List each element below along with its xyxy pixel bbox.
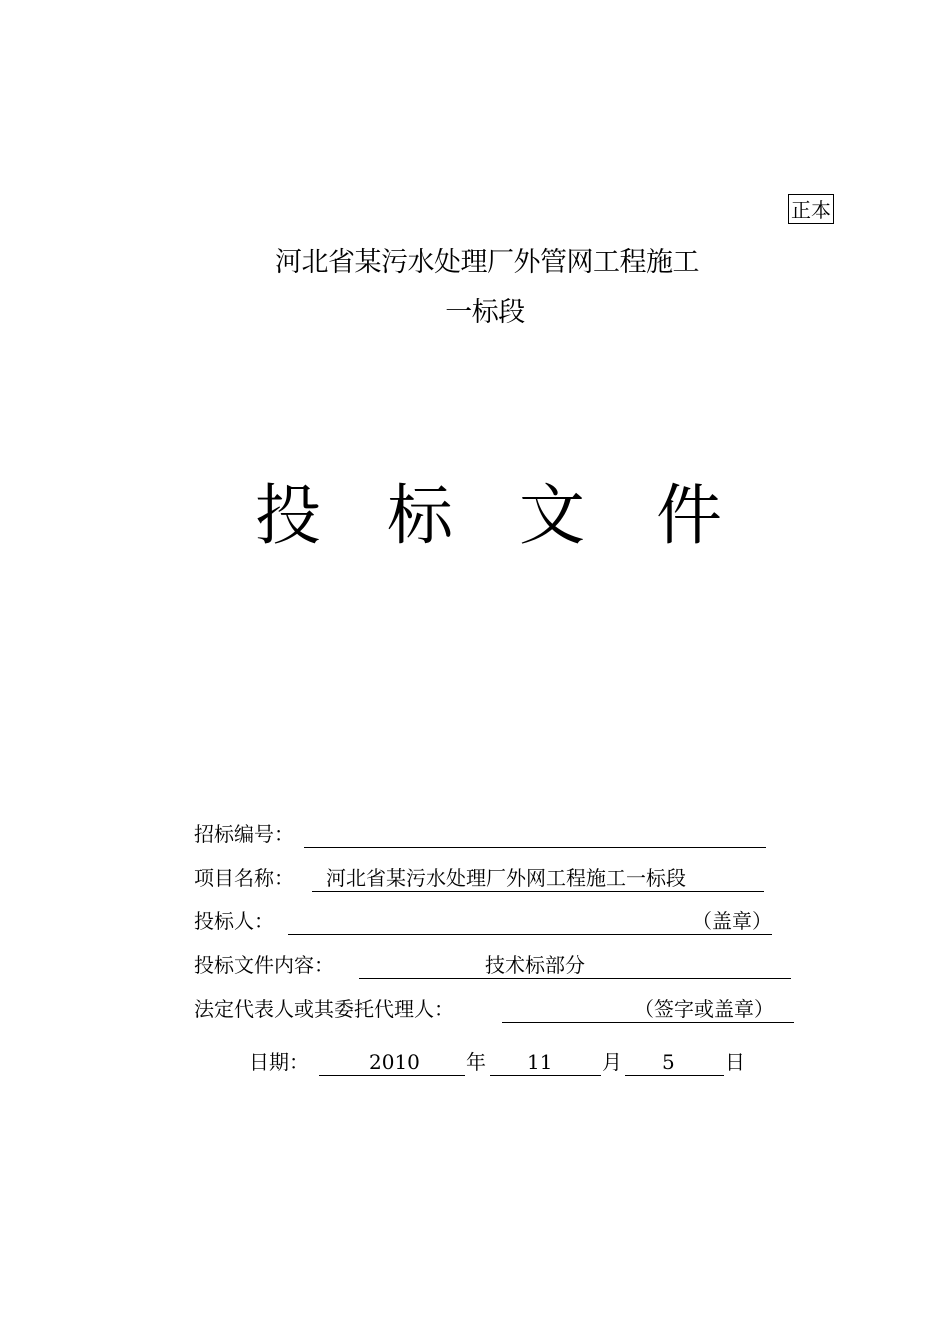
project-title-line1: 河北省某污水处理厂外管网工程施工: [275, 247, 699, 278]
bid-number-field[interactable]: [304, 820, 766, 848]
content-label: 投标文件内容：: [194, 953, 334, 977]
date-day-unit: 日: [725, 1050, 745, 1074]
bidder-row: [194, 907, 794, 935]
legal-rep-label: 法定代表人或其委托代理人：: [194, 997, 454, 1021]
date-year-unit: 年: [466, 1050, 486, 1074]
date-month-unit: 月: [602, 1050, 622, 1074]
original-copy-stamp: 正本: [788, 194, 834, 224]
bid-number-label: 招标编号：: [194, 822, 294, 846]
legal-rep-row: [194, 995, 834, 1023]
bid-number-row: [194, 820, 794, 848]
content-row: [194, 951, 814, 979]
content-value: 技术标部分: [485, 953, 585, 977]
date-row: [249, 1048, 769, 1076]
project-title-line2: 一标段: [445, 297, 525, 328]
main-title-char-1: 投: [255, 477, 321, 554]
date-year-value: 2010: [369, 1050, 420, 1074]
document-main-title: [0, 478, 950, 558]
main-title-char-2: 标: [387, 477, 453, 554]
main-title-char-3: 文: [519, 477, 585, 554]
date-label: 日期：: [249, 1050, 309, 1074]
legal-rep-sign-note: （签字或盖章）: [634, 997, 774, 1021]
date-day-value: 5: [662, 1050, 675, 1074]
project-name-label: 项目名称：: [194, 866, 294, 890]
project-name-row: [194, 864, 794, 892]
bidder-seal-note: （盖章）: [692, 909, 772, 933]
main-title-char-4: 件: [656, 477, 722, 554]
date-month-value: 11: [527, 1050, 553, 1074]
project-name-value: 河北省某污水处理厂外网工程施工一标段: [326, 866, 686, 890]
bidder-label: 投标人：: [194, 909, 274, 933]
